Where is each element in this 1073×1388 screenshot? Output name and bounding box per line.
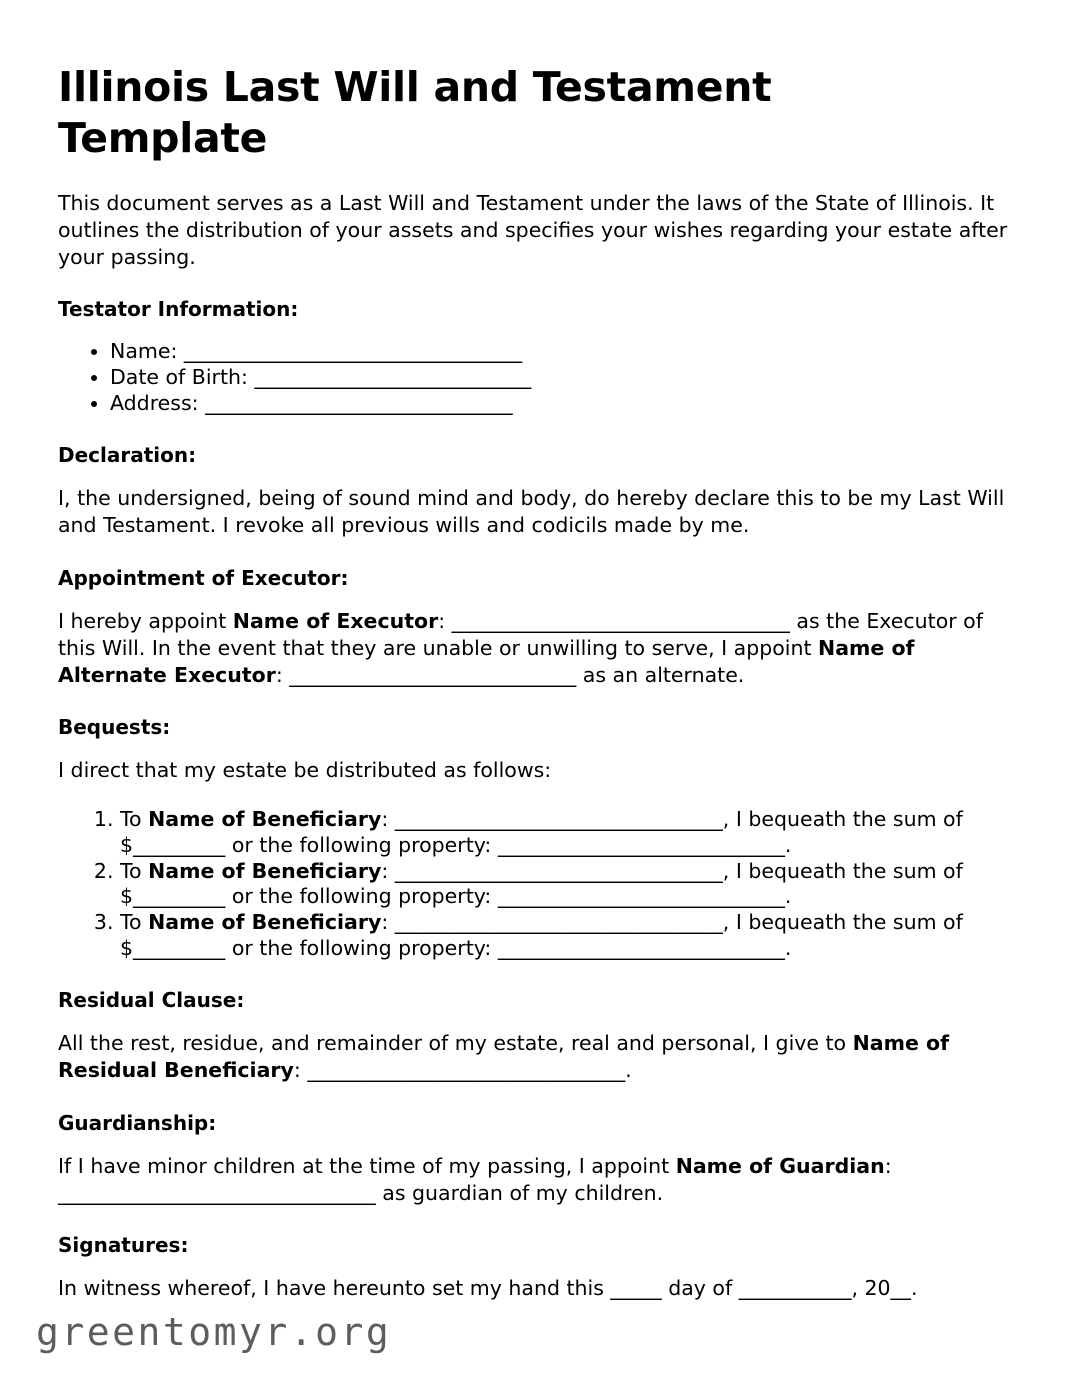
bequests-lead-paragraph: I direct that my estate be distributed as follows: <box>58 758 552 783</box>
executor-lead-text: I hereby appoint <box>58 608 233 633</box>
blank-line-property[interactable]: ____________________________ <box>497 884 785 909</box>
blank-line-month[interactable]: ___________ <box>738 1276 852 1301</box>
guardian-field-label: Name of Guardian <box>675 1153 885 1178</box>
field-label: Date of Birth: <box>110 365 255 390</box>
list-item <box>120 807 1018 859</box>
signatures-paragraph <box>58 1275 1018 1302</box>
section-heading-residual-clause: Residual Clause: <box>58 988 245 1013</box>
list-item <box>120 910 1018 962</box>
bequest-tail: . <box>784 884 792 909</box>
residual-beneficiary-field-label: Name of Residual Beneficiary <box>58 1031 950 1083</box>
residual-lead-text: All the rest, residue, and remainder of my estate, real and personal, I give to <box>58 1031 853 1056</box>
bequest-mid-text-2: or the following property: <box>225 936 498 961</box>
guardianship-lead-text: If I have minor children at the time of my passing, I appoint <box>58 1153 676 1178</box>
bequest-colon: : <box>381 910 395 935</box>
list-item <box>110 339 1018 365</box>
blank-line-beneficiary-name[interactable]: ________________________________ <box>394 806 723 831</box>
section-heading-signatures: Signatures: <box>58 1233 189 1258</box>
guardianship-paragraph <box>58 1153 1018 1208</box>
alternate-executor-colon: : <box>275 663 290 688</box>
guardianship-tail: as guardian of my children. <box>375 1180 664 1205</box>
blank-line-amount[interactable]: _________ <box>133 832 226 857</box>
bequest-prefix: To <box>120 910 149 935</box>
signatures-mid-text: day of <box>661 1276 739 1301</box>
alternate-executor-field-label: Name of Alternate Executor <box>58 635 915 688</box>
blank-line-property[interactable]: ____________________________ <box>497 832 785 857</box>
section-heading-testator-information: Testator Information: <box>58 297 299 322</box>
signatures-lead-text: In witness whereof, I have hereunto set my hand this <box>58 1276 611 1301</box>
executor-colon: : <box>438 608 452 633</box>
blank-line-amount[interactable]: _________ <box>133 936 226 961</box>
bequest-mid-text: , I bequeath the sum of $ <box>120 910 963 961</box>
section-heading-appointment-of-executor: Appointment of Executor: <box>58 565 349 590</box>
beneficiary-field-label: Name of Beneficiary <box>148 858 382 883</box>
blank-line-day[interactable]: _____ <box>610 1276 662 1301</box>
bequest-prefix: To <box>120 858 149 883</box>
testator-information-list <box>58 339 1018 417</box>
bequest-colon: : <box>381 806 395 831</box>
residual-colon: : <box>293 1058 308 1083</box>
bequest-prefix: To <box>120 806 149 831</box>
blank-line[interactable]: ______________________________ <box>205 391 513 416</box>
executor-field-label: Name of Executor <box>232 608 439 633</box>
residual-clause-paragraph <box>58 1030 1018 1085</box>
guardianship-colon: : <box>884 1153 892 1178</box>
bequest-mid-text-2: or the following property: <box>225 884 498 909</box>
bequest-mid-text: , I bequeath the sum of $ <box>120 806 963 857</box>
blank-line-beneficiary-name[interactable]: ________________________________ <box>394 910 723 935</box>
executor-mid-text: as the Executor of this Will. In the event that they are unable or unwilling to serve, I appoint <box>58 608 983 660</box>
beneficiary-field-label: Name of Beneficiary <box>148 910 382 935</box>
signatures-tail: , 20__. <box>851 1276 918 1301</box>
section-heading-bequests: Bequests: <box>58 715 171 740</box>
bequests-list <box>58 807 1018 963</box>
blank-line-property[interactable]: ____________________________ <box>497 936 785 961</box>
blank-line[interactable]: ___________________________ <box>254 365 532 390</box>
bequest-mid-text-2: or the following property: <box>225 832 498 857</box>
page-title: Illinois Last Will and Testament Template <box>58 63 772 162</box>
section-heading-declaration: Declaration: <box>58 443 197 468</box>
blank-line-beneficiary-name[interactable]: ________________________________ <box>394 858 723 883</box>
bequest-mid-text: , I bequeath the sum of $ <box>120 858 963 909</box>
blank-line-amount[interactable]: _________ <box>133 884 226 909</box>
blank-line-executor-name[interactable]: _________________________________ <box>451 608 790 633</box>
list-item <box>110 365 1018 391</box>
field-label: Name: <box>110 339 184 364</box>
blank-line[interactable]: _________________________________ <box>183 339 523 364</box>
section-heading-guardianship: Guardianship: <box>58 1110 217 1135</box>
site-watermark: greentomyr.org <box>36 1310 392 1354</box>
field-label: Address: <box>110 391 206 416</box>
declaration-paragraph: I, the undersigned, being of sound mind and body, do hereby declare this to be my Last Will and Testament. I revoke all previous wills and codicils made by me. <box>58 486 1005 538</box>
residual-tail: . <box>625 1058 632 1083</box>
beneficiary-field-label: Name of Beneficiary <box>148 806 382 831</box>
bequest-tail: . <box>784 936 792 961</box>
executor-paragraph <box>58 608 1018 690</box>
blank-line-guardian-name[interactable]: _______________________________ <box>58 1180 376 1205</box>
list-item <box>120 859 1018 911</box>
intro-paragraph: This document serves as a Last Will and Testament under the laws of the State of Illinois. It outlines the distribution of your assets and specifies your wishes regarding your estate after your passing. <box>58 190 1008 270</box>
blank-line-alternate-executor-name[interactable]: ____________________________ <box>289 663 577 688</box>
list-item <box>110 391 1018 417</box>
executor-tail-text: as an alternate. <box>576 663 745 688</box>
bequest-tail: . <box>784 832 792 857</box>
bequest-colon: : <box>381 858 395 883</box>
blank-line-residual-beneficiary[interactable]: _______________________________ <box>307 1058 626 1083</box>
